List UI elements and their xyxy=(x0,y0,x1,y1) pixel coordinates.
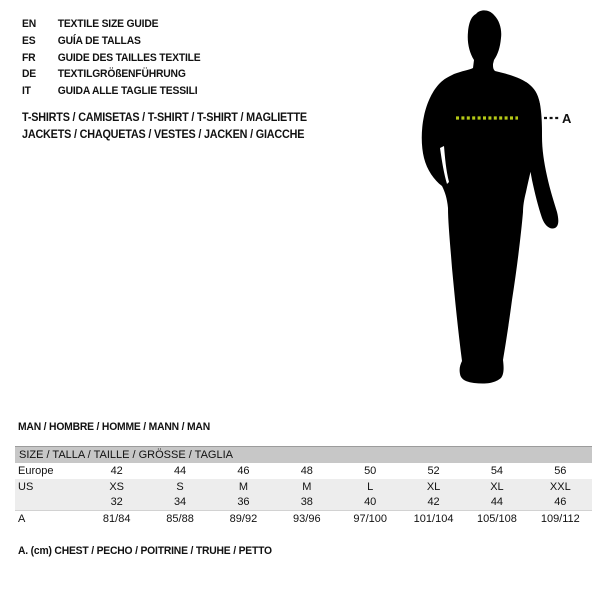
size-cell: XS xyxy=(109,481,125,493)
language-row-fr xyxy=(22,50,200,67)
guide-title-it: GUIDA ALLE TAGLIE TESSILI xyxy=(57,85,198,98)
man-silhouette-figure xyxy=(390,0,600,400)
row-label-us: US xyxy=(18,481,34,493)
row-label-a: A xyxy=(18,513,26,525)
size-cell: 34 xyxy=(173,496,187,508)
garment-categories xyxy=(22,110,307,144)
size-cell: S xyxy=(176,481,184,493)
size-cell: 48 xyxy=(300,465,313,477)
row-label-blank xyxy=(15,495,85,510)
size-cell: 105/108 xyxy=(477,513,517,525)
language-code: IT xyxy=(22,85,31,98)
language-code: EN xyxy=(22,18,36,30)
language-row-es xyxy=(22,33,200,50)
size-cell: 52 xyxy=(427,465,440,477)
measurement-label-a: A xyxy=(562,111,572,126)
size-cell: M xyxy=(302,481,312,493)
size-table xyxy=(15,446,592,527)
size-cell: XL xyxy=(426,481,441,493)
size-cell: 40 xyxy=(364,496,377,508)
category-jackets: JACKETS / CHAQUETAS / VESTES / JACKEN / GIACCHE xyxy=(22,129,305,141)
size-cell: 54 xyxy=(490,465,504,477)
size-cell: 42 xyxy=(110,465,123,477)
guide-title-en: TEXTILE SIZE GUIDE xyxy=(57,18,159,30)
measurement-footnote: A. (cm) CHEST / PECHO / POITRINE / TRUHE / PETTO xyxy=(18,545,272,557)
table-row-europe xyxy=(15,463,592,479)
size-cell: 46 xyxy=(237,465,250,477)
guide-title-fr: GUIDE DES TAILLES TEXTILE xyxy=(57,51,201,64)
table-row-us-numeric xyxy=(15,495,592,511)
size-cell: 44 xyxy=(173,465,187,477)
category-tshirts: T-SHIRTS / CAMISETAS / T-SHIRT / T-SHIRT / MAGLIETTE xyxy=(22,112,307,124)
man-silhouette-svg xyxy=(390,0,600,400)
table-row-chest-a xyxy=(15,511,592,527)
size-cell: 101/104 xyxy=(413,513,454,525)
language-code: ES xyxy=(22,34,36,47)
table-row-us xyxy=(15,479,592,495)
size-cell: 56 xyxy=(554,465,567,477)
size-cell: 81/84 xyxy=(102,513,131,525)
size-cell: 32 xyxy=(110,496,123,508)
language-code: FR xyxy=(22,51,36,64)
size-cell: XXL xyxy=(549,481,571,493)
size-cell: 44 xyxy=(490,496,504,508)
size-cell: 93/96 xyxy=(293,513,321,525)
row-label-europe: Europe xyxy=(18,465,54,477)
size-table-header: SIZE / TALLA / TAILLE / GRÖSSE / TAGLIA xyxy=(15,446,592,463)
size-cell: 109/112 xyxy=(540,513,580,525)
size-cell: L xyxy=(367,481,374,493)
size-cell: 38 xyxy=(300,496,313,508)
language-row-de xyxy=(22,66,200,83)
language-row-en xyxy=(22,16,200,33)
language-title-list xyxy=(22,16,200,100)
size-cell: M xyxy=(238,481,249,493)
size-cell: 46 xyxy=(554,496,567,508)
size-cell: 36 xyxy=(237,496,250,508)
size-cell: 89/92 xyxy=(229,513,258,525)
language-code: DE xyxy=(22,68,36,81)
body-silhouette xyxy=(422,10,541,383)
guide-title-de: TEXTILGRÖßENFÜHRUNG xyxy=(57,68,186,81)
guide-title-es: GUÍA DE TALLAS xyxy=(57,34,141,47)
size-cell: 97/100 xyxy=(353,513,388,525)
size-cell: 85/88 xyxy=(166,513,194,525)
man-heading: MAN / HOMBRE / HOMME / MANN / MAN xyxy=(18,421,210,433)
size-cell: XL xyxy=(490,481,504,493)
size-cell: 42 xyxy=(427,496,440,508)
language-row-it xyxy=(22,83,200,100)
size-cell: 50 xyxy=(364,465,377,477)
